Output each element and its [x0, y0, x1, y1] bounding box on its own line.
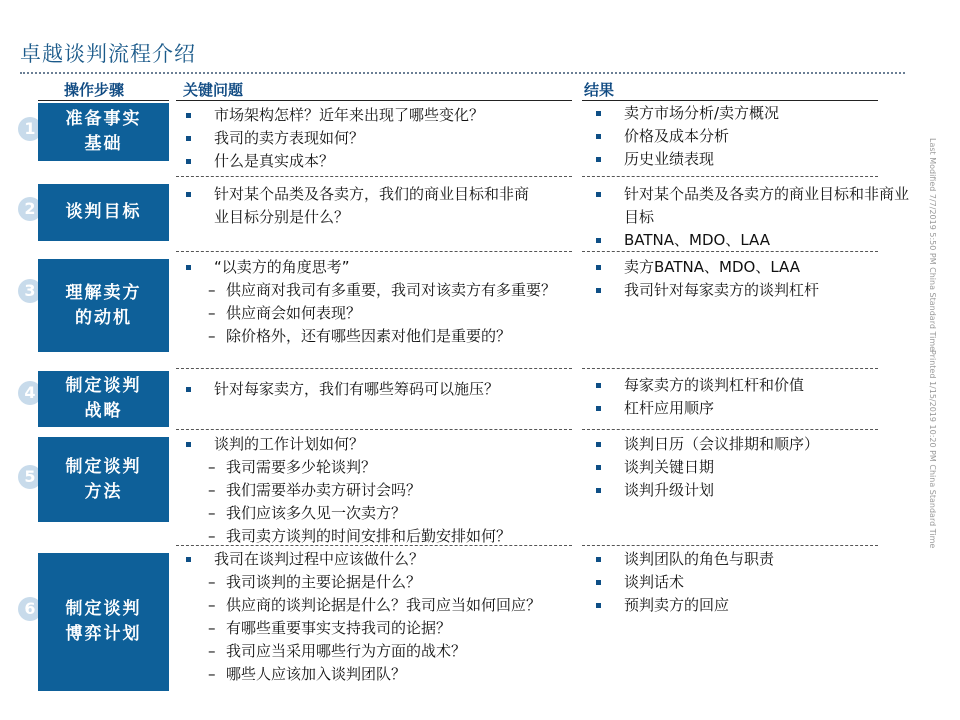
question-subitem [180, 279, 590, 302]
step-number-3: 3 [18, 279, 42, 303]
results-list-3 [590, 256, 910, 302]
questions-list-6 [180, 548, 590, 686]
question-subitem-text: 我司需要多少轮谈判？ [226, 458, 377, 476]
step-number-6: 6 [18, 597, 42, 621]
row-divider [582, 545, 878, 546]
results-list-2 [590, 183, 920, 252]
row-divider [582, 251, 878, 252]
result-item: 谈判升级计划 [590, 479, 910, 502]
header-rule-questions [176, 100, 572, 101]
row-divider [582, 176, 878, 177]
step-box-3 [38, 259, 169, 352]
question-item: “以卖方的角度思考” [180, 256, 590, 279]
row-divider [582, 368, 878, 369]
result-item: BATNA、MDO、LAA [590, 229, 920, 252]
step-box-1 [38, 103, 169, 161]
row-divider [176, 429, 572, 430]
dash-marker: – [208, 527, 216, 545]
questions-list-1 [180, 104, 575, 173]
step-label: 制定谈判 方法 [65, 456, 142, 502]
question-subitem [180, 663, 590, 686]
result-item: 针对某个品类及各卖方的商业目标和非商业目标 [590, 183, 920, 229]
dash-marker: – [208, 665, 216, 683]
step-label: 制定谈判 战略 [65, 376, 142, 421]
step-number-5: 5 [18, 465, 42, 489]
question-subitem [180, 617, 590, 640]
row-divider [176, 368, 572, 369]
dash-marker: – [208, 327, 216, 345]
header-rule-steps [38, 100, 169, 101]
question-item: 针对某个品类及各卖方，我们的商业目标和非商业目标分别是什么？ [180, 183, 535, 229]
question-subitem [180, 302, 590, 325]
header-steps: 操作步骤 [64, 81, 125, 99]
step-box-2 [38, 184, 169, 241]
dash-marker: – [208, 458, 216, 476]
questions-list-2 [180, 183, 535, 229]
question-subitem-text: 我司谈判的主要论据是什么？ [226, 573, 422, 591]
dash-marker: – [208, 281, 216, 299]
step-label: 理解卖方 的动机 [65, 282, 142, 328]
row-divider [176, 545, 572, 546]
question-subitem [180, 594, 590, 617]
question-subitem-text: 供应商会如何表现？ [226, 304, 362, 322]
question-item: 我司的卖方表现如何？ [180, 127, 575, 150]
step-box-5 [38, 437, 169, 522]
page-title: 卓越谈判流程介绍 [20, 42, 196, 66]
last-modified-note: Last Modified 7/7/2019 5:50 PM China Standard Time [928, 138, 937, 352]
result-item: 价格及成本分析 [590, 125, 910, 148]
title-divider [20, 72, 905, 74]
step-box-6 [38, 553, 169, 691]
question-item: 我司在谈判过程中应该做什么？ [180, 548, 590, 571]
question-subitem [180, 640, 590, 663]
step-number-1: 1 [18, 117, 42, 141]
result-item: 每家卖方的谈判杠杆和价值 [590, 374, 910, 397]
question-subitem [180, 456, 590, 479]
dash-marker: – [208, 481, 216, 499]
step-number-4: 4 [18, 381, 42, 405]
question-item: 针对每家卖方，我们有哪些筹码可以施压？ [180, 378, 575, 401]
result-item: 卖方BATNA、MDO、LAA [590, 256, 910, 279]
dash-marker: – [208, 304, 216, 322]
question-item: 谈判的工作计划如何？ [180, 433, 590, 456]
result-item: 卖方市场分析/卖方概况 [590, 102, 910, 125]
dash-marker: – [208, 642, 216, 660]
results-list-1 [590, 102, 910, 171]
question-subitem-text: 除价格外，还有哪些因素对他们是重要的？ [226, 327, 512, 345]
question-subitem-text: 我司卖方谈判的时间安排和后勤安排如何？ [226, 527, 512, 545]
results-list-6 [590, 548, 910, 617]
question-subitem [180, 502, 590, 525]
questions-list-5 [180, 433, 590, 548]
question-item: 市场架构怎样？近年来出现了哪些变化？ [180, 104, 575, 127]
step-label: 准备事实 基础 [65, 109, 142, 154]
results-list-5 [590, 433, 910, 502]
result-item: 谈判关键日期 [590, 456, 910, 479]
questions-list-3 [180, 256, 590, 348]
step-number-2: 2 [18, 197, 42, 221]
result-item: 预判卖方的回应 [590, 594, 910, 617]
header-questions: 关键问题 [183, 81, 244, 99]
question-subitem-text: 供应商对我司有多重要，我司对该卖方有多重要？ [226, 281, 557, 299]
step-label: 谈判目标 [65, 202, 142, 222]
question-subitem-text: 有哪些重要事实支持我司的论据？ [226, 619, 452, 637]
results-list-4 [590, 374, 910, 420]
dash-marker: – [208, 504, 216, 522]
row-divider [176, 251, 572, 252]
question-subitem-text: 哪些人应该加入谈判团队？ [226, 665, 407, 683]
result-item: 杠杆应用顺序 [590, 397, 910, 420]
row-divider [582, 429, 878, 430]
question-item: 什么是真实成本？ [180, 150, 575, 173]
step-box-4 [38, 371, 169, 427]
result-item: 历史业绩表现 [590, 148, 910, 171]
question-subitem-text: 我司应当采用哪些行为方面的战术？ [226, 642, 467, 660]
result-item: 谈判团队的角色与职责 [590, 548, 910, 571]
printed-note: Printed 1/15/2019 10:20 PM China Standard Time [928, 350, 937, 549]
question-subitem-text: 我们需要举办卖方研讨会吗？ [226, 481, 422, 499]
result-item: 我司针对每家卖方的谈判杠杆 [590, 279, 910, 302]
question-subitem [180, 325, 590, 348]
dash-marker: – [208, 596, 216, 614]
row-divider [176, 176, 572, 177]
dash-marker: – [208, 573, 216, 591]
question-subitem [180, 479, 590, 502]
header-results: 结果 [584, 81, 615, 99]
question-subitem-text: 我们应该多久见一次卖方？ [226, 504, 407, 522]
result-item: 谈判话术 [590, 571, 910, 594]
questions-list-4 [180, 378, 575, 401]
result-item: 谈判日历（会议排期和顺序） [590, 433, 910, 456]
question-subitem-text: 供应商的谈判论据是什么？我司应当如何回应？ [226, 596, 542, 614]
step-label: 制定谈判 博弈计划 [65, 599, 142, 644]
dash-marker: – [208, 619, 216, 637]
question-subitem [180, 571, 590, 594]
header-rule-results [582, 100, 878, 101]
